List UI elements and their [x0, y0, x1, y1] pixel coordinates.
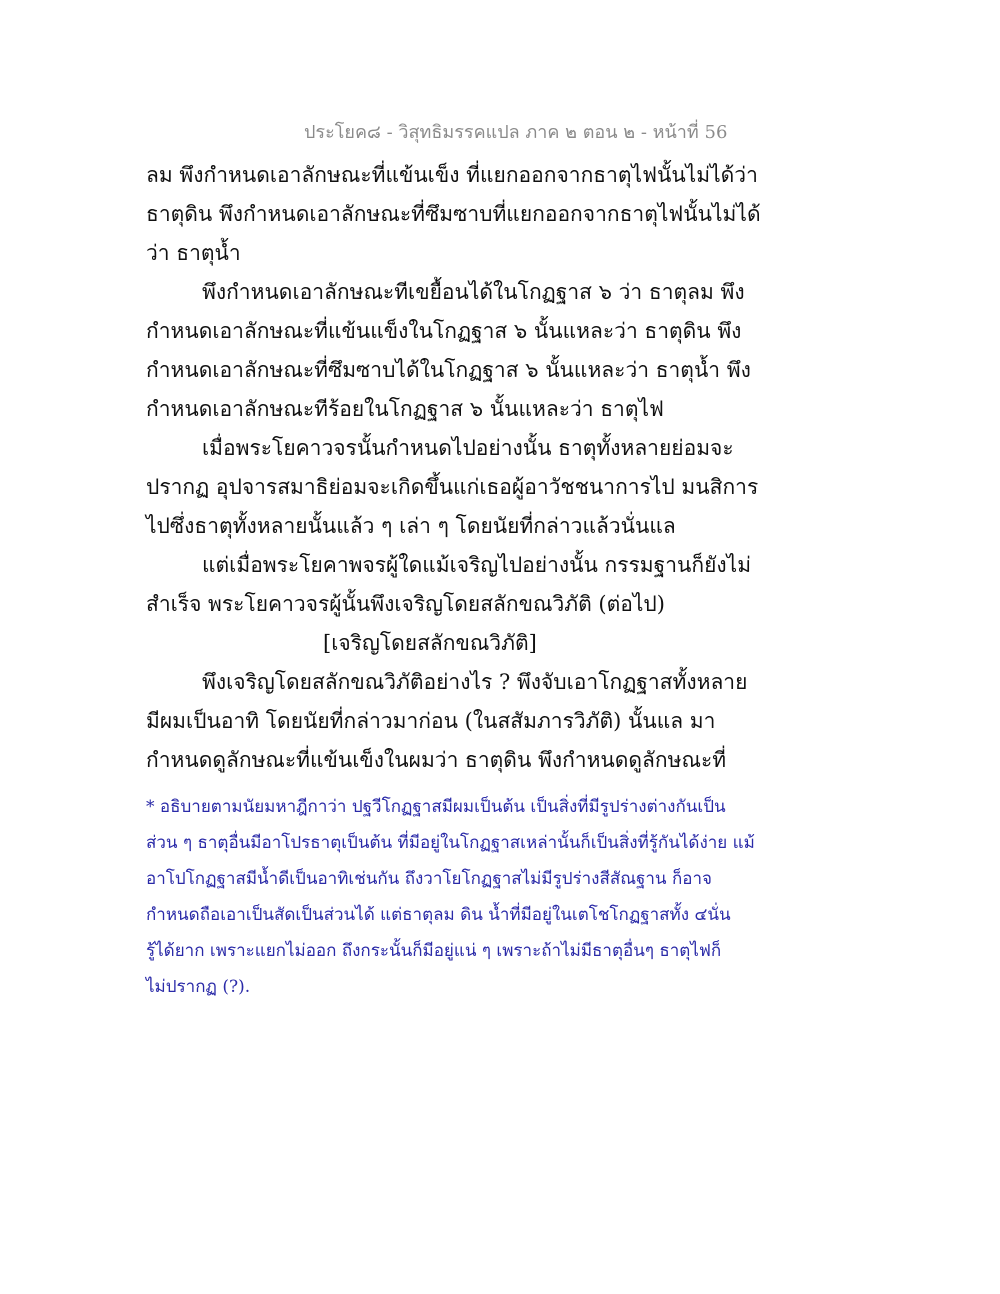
main-text — [146, 156, 761, 780]
section-heading: [เจริญโดยสลักขณวิภัติ] — [323, 631, 537, 655]
running-header: ประโยค๘ - วิสุทธิมรรคแปล ภาค ๒ ตอน ๒ - หน้าที่ 56 — [304, 122, 728, 143]
text-line: มีผมเป็นอาทิ โดยนัยที่กล่าวมาก่อน (ในสสัมภารวิภัติ) นั้นแล มา — [146, 709, 716, 733]
text-line: ไปซึ่งธาตุทั้งหลายนั้นแล้ว ๆ เล่า ๆ โดยนัยที่กล่าวแล้วนั่นแล — [146, 514, 676, 538]
text-line: กำหนดเอาลักษณะทีร้อยในโกฏฐาส ๖ นั้นแหละว่า ธาตุไฟ — [146, 397, 664, 421]
text-line: ลม พึงกำหนดเอาลักษณะที่แข้นเข็ง ที่แยกออกจากธาตุไฟนั้นไม่ได้ว่า — [146, 163, 758, 187]
paragraph-first-line: แต่เมื่อพระโยคาพจรผู้ใดแม้เจริญไปอย่างนั้น กรรมฐานก็ยังไม่ — [202, 553, 752, 577]
text-line: กำหนดดูลักษณะที่แข้นเข็งในผมว่า ธาตุดิน พึงกำหนดดูลักษณะที่ — [146, 748, 727, 772]
footnote-line: ส่วน ๆ ธาตุอื่นมีอาโปรธาตุเป็นต้น ที่มีอยู่ในโกฏฐาสเหล่านั้นก็เป็นสิ่งที่รู้กันได้ง่าย แม้ — [146, 833, 755, 853]
text-line: กำหนดเอาลักษณะที่ซึมซาบได้ในโกฏฐาส ๖ นั้นแหละว่า ธาตุน้ำ พึง — [146, 358, 751, 382]
footnote-line: อาโปโกฏฐาสมีน้ำดีเป็นอาทิเช่นกัน ถึงวาโยโกฏฐาสไม่มีรูปร่างสีสัณฐาน ก็อาจ — [146, 869, 712, 889]
paragraph-first-line: พึงกำหนดเอาลักษณะทีเขยื้อนได้ในโกฏฐาส ๖ ว่า ธาตุลม พึง — [202, 280, 745, 304]
footnote — [146, 789, 755, 1005]
footnote-line: รู้ได้ยาก เพราะแยกไม่ออก ถึงกระนั้นก็มีอยู่แน่ ๆ เพราะถ้าไม่มีธาตุอื่นๆ ธาตุไฟก็ — [146, 941, 722, 961]
text-line: กำหนดเอาลักษณะที่แข้นแข็งในโกฏฐาส ๖ นั้นแหละว่า ธาตุดิน พึง — [146, 319, 742, 343]
footnote-line: กำหนดถือเอาเป็นสัดเป็นส่วนได้ แต่ธาตุลม ดิน น้ำที่มีอยู่ในเตโชโกฏฐาสทั้ง ๔นั่น — [146, 905, 731, 925]
text-line: ว่า ธาตุน้ำ — [146, 241, 241, 265]
text-line: ปรากฏ อุปจารสมาธิย่อมจะเกิดขึ้นแก่เธอผู้อาวัชชนาการไป มนสิการ — [146, 475, 759, 499]
text-line: ธาตุดิน พึงกำหนดเอาลักษณะที่ซึมซาบที่แยกออกจากธาตุไฟนั้นไม่ได้ — [146, 202, 761, 226]
text-line: สำเร็จ พระโยคาวจรผู้นั้นพึงเจริญโดยสลักขณวิภัติ (ต่อไป) — [146, 592, 665, 616]
footnote-line: * อธิบายตามนัยมหาฎีกาว่า ปฐวีโกฏฐาสมีผมเป็นต้น เป็นสิ่งที่มีรูปร่างต่างกันเป็น — [146, 797, 726, 817]
paragraph-first-line: พึงเจริญโดยสลักขณวิภัติอย่างไร ? พึงจับเอาโกฏฐาสทั้งหลาย — [202, 670, 748, 694]
footnote-line: ไม่ปรากฏ (?). — [146, 977, 251, 997]
paragraph-first-line: เมื่อพระโยคาวจรนั้นกำหนดไปอย่างนั้น ธาตุทั้งหลายย่อมจะ — [202, 436, 734, 460]
